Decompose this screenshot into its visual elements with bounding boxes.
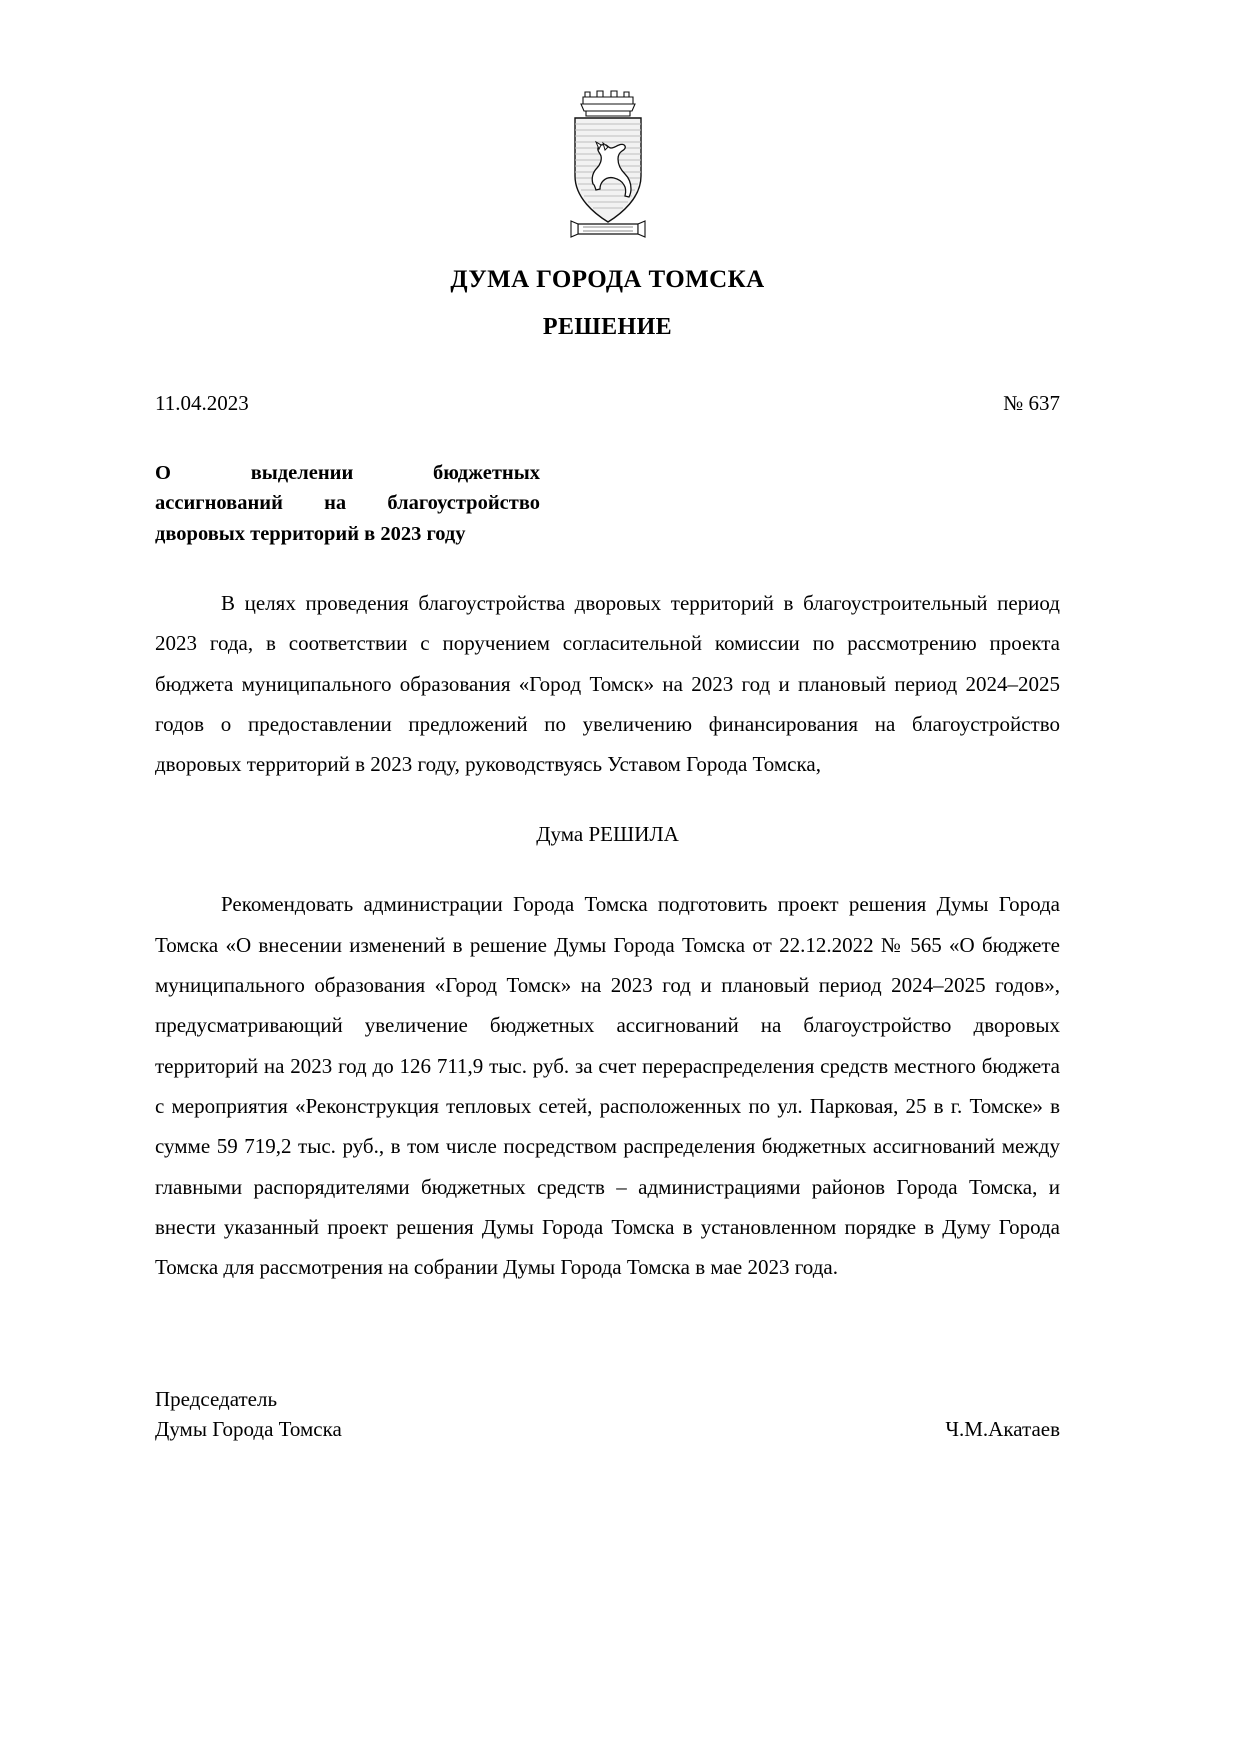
subject-line-2: ассигнований на благоустройство bbox=[155, 492, 540, 515]
subject-line-3: дворовых территорий в 2023 году bbox=[155, 522, 466, 545]
document-number: № 637 bbox=[1003, 391, 1060, 415]
document-meta-row bbox=[155, 391, 1060, 416]
body-paragraph-1: В целях проведения благоустройства дворовых территорий в благоустроительный период 2023 года, в соответствии с поручением согласительной комиссии по рассмотрению проекта бюджета муниципального образования «Город Томск» на 2023 год и плановый период 2024–2025 годов о предоставлении предложений по увеличению финансирования на благоустройство дворовых территорий в 2023 году, руководствуясь Уставом Города Томска, bbox=[155, 590, 1060, 777]
document-type-title: РЕШЕНИЕ bbox=[542, 314, 673, 340]
organization-title: ДУМА ГОРОДА ТОМСКА bbox=[450, 266, 765, 293]
document-date: 11.04.2023 bbox=[155, 391, 249, 415]
document-subject bbox=[155, 458, 540, 549]
signatory-name: Ч.М.Акатаев bbox=[945, 1417, 1060, 1441]
document-content bbox=[155, 0, 1060, 1444]
emblem-container bbox=[155, 0, 1060, 248]
subject-line-1: О выделении бюджетных bbox=[155, 462, 540, 484]
signatory-role bbox=[155, 1384, 342, 1445]
signatory-role-line-1: Председатель bbox=[155, 1386, 278, 1411]
body-paragraph-2: Рекомендовать администрации Города Томска подготовить проект решения Думы Города Томска «О внесении изменений в решение Думы Города Томска от 22.12.2022 № 565 «О бюджете муниципального образования «Город Томск» на 2023 год и плановый период 2024–2025 годов», предусматривающий увеличение бюджетных ассигнований на благоустройство дворовых территорий на 2023 год до 126 711,9 тыс. руб. за счет перераспределения средств местного бюджета с мероприятия «Реконструкция тепловых сетей, расположенных по ул. Парковая, 25 в г. Томске» в сумме 59 719,2 тыс. руб., в том числе посредством распределения бюджетных ассигнований между главными распорядителями бюджетных средств – администрациями районов Города Томска, и внести указанный проект решения Думы Города Томска в установленном порядке в Думу Города Томска для рассмотрения на собрании Думы Города Томска в мае 2023 года. bbox=[155, 892, 1060, 1280]
decision-keyword: Дума РЕШИЛА bbox=[536, 821, 679, 846]
signatory-role-line-2: Думы Города Томска bbox=[155, 1417, 342, 1441]
coat-of-arms-tomsk-icon bbox=[553, 88, 663, 248]
signature-block bbox=[155, 1384, 1060, 1445]
